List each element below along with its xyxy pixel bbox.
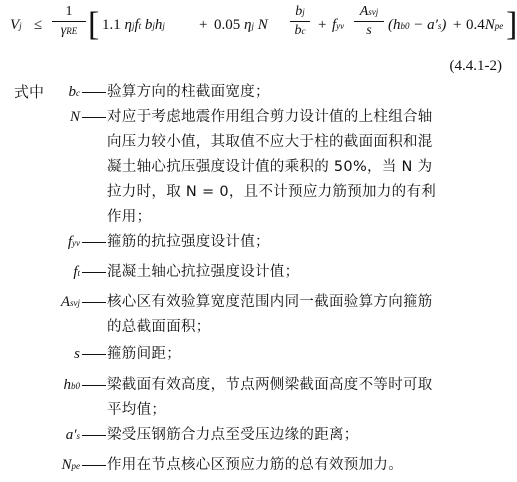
definition-line: 凝土轴心抗压强度设计值的乘积的 50%，当 N 为 <box>107 159 433 175</box>
definition-row <box>0 423 516 448</box>
formula-term-1: 1.1 ηjft bjhj <box>102 17 165 33</box>
definition-line: 箍筋间距； <box>107 346 181 362</box>
definition-line: 平均值； <box>107 402 167 418</box>
definition-symbol <box>74 342 80 367</box>
definition-dash <box>82 354 106 355</box>
definition-line: 核心区有效验算宽度范围内同一截面验算方向箍筋 <box>107 294 433 310</box>
definition-line: 梁截面有效高度，节点两侧梁截面高度不等时可取 <box>107 377 433 393</box>
formula-term-3: 0.4Npe <box>466 17 504 33</box>
definition-row <box>0 260 516 285</box>
definition-text <box>107 260 507 285</box>
definition-symbol-subscript: b0 <box>71 381 80 391</box>
equation-number: (4.4.1-2) <box>449 58 502 74</box>
definition-symbol-subscript: yv <box>72 238 80 248</box>
definition-text <box>107 230 507 255</box>
definitions-prefix: 式中 <box>14 83 45 101</box>
definition-symbol <box>69 80 81 106</box>
definition-symbol <box>66 423 80 449</box>
formula-width-ratio: bj bc <box>290 4 310 39</box>
definition-symbol <box>70 105 80 130</box>
definition-symbol <box>73 260 80 286</box>
definition-symbol-main: s <box>74 346 80 362</box>
definition-row <box>0 453 516 478</box>
definition-text <box>107 423 507 448</box>
definition-symbol-subscript: pe <box>71 461 80 471</box>
definition-row <box>0 290 516 340</box>
definition-symbol-main: N <box>69 109 80 125</box>
definition-symbol-main: h <box>63 377 71 393</box>
formula-coefficient-fraction: 1 γRE <box>52 4 86 39</box>
definition-dash <box>82 92 106 93</box>
definition-symbol-main: a′ <box>65 427 77 443</box>
definition-dash <box>82 465 106 466</box>
definition-line: 的总截面面积； <box>107 319 211 335</box>
definition-row <box>0 105 516 231</box>
formula-relation: ≤ <box>34 17 43 33</box>
formula <box>8 2 517 52</box>
formula-fyv: fyv <box>332 17 345 33</box>
definition-symbol <box>61 453 80 479</box>
definition-row <box>0 230 516 255</box>
definition-line: 作用； <box>107 209 152 225</box>
definition-line: 作用在节点核心区预应力筋的总有效预加力。 <box>107 457 403 473</box>
definition-dash <box>82 272 106 273</box>
definition-symbol-main: f <box>67 234 72 250</box>
definition-row <box>0 373 516 423</box>
formula-plus-3: + <box>453 17 462 33</box>
definition-text <box>107 453 507 478</box>
definition-text <box>107 80 507 105</box>
definition-symbol-subscript: t <box>77 268 80 278</box>
definition-symbol-subscript: s <box>76 431 80 441</box>
definition-line: 梁受压钢筋合力点至受压边缘的距离； <box>107 427 359 443</box>
definition-dash <box>82 435 106 436</box>
formula-effective-depth: (hb0 − a′s) <box>388 17 447 33</box>
definition-text <box>107 373 507 423</box>
definition-dash <box>82 117 106 118</box>
definition-text <box>107 105 507 230</box>
definition-line: 箍筋的抗拉强度设计值； <box>107 234 270 250</box>
definition-text <box>107 342 507 367</box>
definition-symbol-subscript: svj <box>70 298 80 308</box>
definition-line: 混凝土轴心抗拉强度设计值； <box>107 264 300 280</box>
definition-row <box>0 80 516 105</box>
definition-line: 对应于考虑地震作用组合剪力设计值的上柱组合轴 <box>107 109 433 125</box>
formula-stirrup-ratio: Asvj s <box>354 4 384 39</box>
formula-term-2: 0.05 ηj N <box>214 17 268 33</box>
definition-symbol <box>64 373 81 399</box>
formula-lhs: Vj <box>10 17 22 33</box>
definition-symbol-subscript: c <box>76 88 80 98</box>
formula-plus-2: + <box>318 17 327 33</box>
definition-dash <box>82 242 106 243</box>
definition-dash <box>82 302 106 303</box>
definition-text <box>107 290 507 340</box>
definition-dash <box>82 385 106 386</box>
definition-symbol-main: N <box>61 457 72 473</box>
formula-open-bracket: [ <box>88 6 100 43</box>
definition-symbol-main: f <box>73 264 78 280</box>
definition-symbol <box>68 230 80 256</box>
definition-symbol <box>61 290 80 316</box>
formula-close-bracket: ] <box>506 6 517 43</box>
definition-line: 向压力较小值，其取值不应大于柱的截面面积和混 <box>107 134 433 150</box>
definition-row <box>0 342 516 367</box>
formula-plus-1: + <box>199 17 208 33</box>
definition-symbol-main: A <box>60 294 70 310</box>
definition-line: 拉力时，取 N = 0，且不计预应力筋预加力的有利 <box>107 184 437 200</box>
definition-line: 验算方向的柱截面宽度； <box>107 84 270 100</box>
definition-symbol-main: b <box>68 84 76 100</box>
